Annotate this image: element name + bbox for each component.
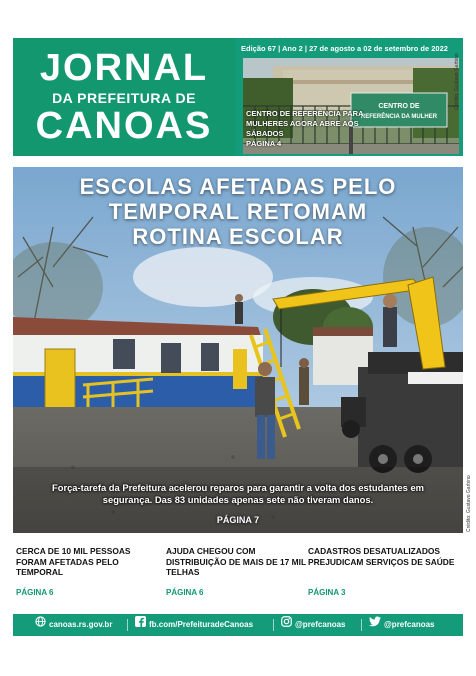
story-page-ref[interactable]: PÁGINA 6 <box>166 588 204 597</box>
footer-website-link[interactable] <box>35 614 112 636</box>
footer-website-text: canoas.rs.gov.br <box>49 620 113 630</box>
masthead <box>13 38 463 156</box>
cover-headline[interactable] <box>13 174 463 249</box>
cover-headline-line1: ESCOLAS AFETADAS PELO <box>79 174 397 199</box>
globe-icon <box>35 614 46 636</box>
top-photo-credit: Crédito: Gustavo Garbino <box>454 53 460 110</box>
cover-photo-credit: Crédito: Gustavo Garbino <box>466 475 472 532</box>
sign-text-line1: CENTRO DE <box>378 103 420 110</box>
facebook-icon <box>135 614 146 636</box>
story-outdated-records[interactable] <box>308 546 458 597</box>
footer-divider <box>273 619 274 631</box>
footer-divider <box>127 619 128 631</box>
sign-text-line2: REFERÊNCIA DA MULHER <box>360 114 438 120</box>
story-title: AJUDA CHEGOU COM DISTRIBUIÇÃO DE MAIS DE 17 MIL TELHAS <box>166 546 306 577</box>
top-story-caption[interactable] <box>246 109 396 149</box>
logo-title-line1: JORNAL <box>39 47 209 89</box>
cover-headline-line2: TEMPORAL RETOMAM <box>108 199 368 224</box>
cover-page-reference[interactable]: PÁGINA 7 <box>216 515 260 525</box>
cover-headline-line3: ROTINA ESCOLAR <box>132 224 344 249</box>
top-story-title: CENTRO DE REFERÊNCIA PARA MULHERES AGORA ABRE AOS SÁBADOS <box>246 109 364 138</box>
story-title: CERCA DE 10 MIL PESSOAS FORAM AFETADAS PELO TEMPORAL <box>16 546 131 577</box>
logo-title-line3: CANOAS <box>35 105 213 147</box>
footer-facebook-link[interactable] <box>135 614 253 636</box>
top-story-page: PÁGINA 4 <box>246 139 282 148</box>
instagram-icon <box>281 614 292 636</box>
story-tiles-distribution[interactable] <box>166 546 306 597</box>
footer-instagram-text: @prefcanoas <box>295 620 346 630</box>
footer-facebook-text: fb.com/PrefeituradeCanoas <box>149 620 254 630</box>
logo-title-line2: DA PREFEITURA DE <box>52 90 196 106</box>
twitter-icon <box>369 614 381 636</box>
story-people-affected[interactable] <box>16 546 156 597</box>
story-title: CADASTROS DESATUALIZADOS PREJUDICAM SERVIÇOS DE SAÚDE <box>308 546 455 567</box>
footer-instagram-link[interactable] <box>281 614 345 636</box>
footer-twitter-text: @prefcanoas <box>384 620 435 630</box>
footer-divider <box>361 619 362 631</box>
story-page-ref[interactable]: PÁGINA 3 <box>308 588 346 597</box>
edition-info: Edição 67 | Ano 2 | 27 de agosto a 02 de setembro de 2022 <box>241 44 448 53</box>
footer-social-bar <box>13 614 463 636</box>
cover-caption: Força-tarefa da Prefeitura acelerou reparos para garantir a volta dos estudantes em segurança. Das 83 unidades apenas sete não tiveram danos. <box>51 482 424 505</box>
story-page-ref[interactable]: PÁGINA 6 <box>16 588 54 597</box>
newspaper-logo[interactable] <box>13 38 235 156</box>
footer-twitter-link[interactable] <box>369 614 434 636</box>
